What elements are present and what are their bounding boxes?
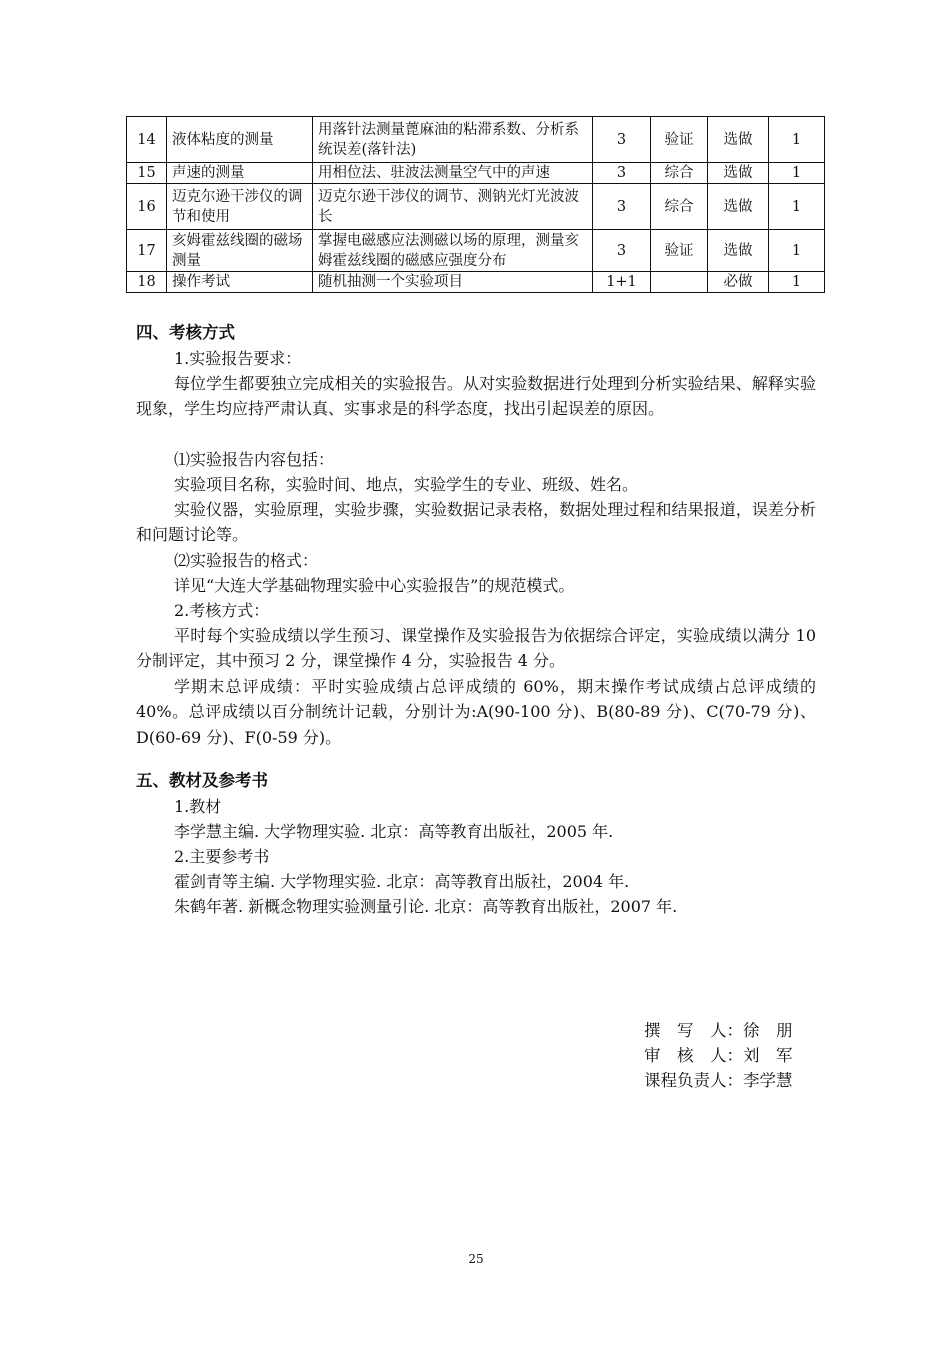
experiment-type: 综合: [651, 163, 708, 184]
experiment-hours: 3: [593, 230, 651, 272]
experiment-groups: 1: [769, 272, 825, 293]
row-number: 16: [127, 184, 167, 230]
experiment-type: [651, 272, 708, 293]
experiment-type: 验证: [651, 230, 708, 272]
paragraph-usual-grades: 平时每个实验成绩以学生预习、课堂操作及实验报告为依据综合评定，实验成绩以满分 10 分制评定，其中预习 2 分，课堂操作 4 分，实验报告 4 分。: [136, 626, 816, 671]
experiment-content: 用相位法、驻波法测量空气中的声速: [313, 163, 593, 184]
reference-entry: 朱鹤年著. 新概念物理实验测量引论. 北京：高等教育出版社，2007 年.: [174, 897, 678, 916]
experiment-content: 迈克尔逊干涉仪的调节、测钠光灯光波波长: [313, 184, 593, 230]
reference-entry: 霍剑青等主编. 大学物理实验. 北京：高等教育出版社，2004 年.: [174, 872, 630, 891]
experiment-content: 掌握电磁感应法测磁以场的原理，测量亥姆霍兹线圈的磁感应强度分布: [313, 230, 593, 272]
paragraph-report-overview: 每位学生都要独立完成相关的实验报告。从对实验数据进行处理到分析实验结果、解释实验现象，学生均应持严肃认真、实事求是的科学态度，找出引起误差的原因。: [136, 374, 816, 419]
experiment-hours: 3: [593, 184, 651, 230]
subheading-references: 2.主要参考书: [174, 847, 270, 866]
paragraph-report-sections: 实验仪器，实验原理，实验步骤，实验数据记录表格，数据处理过程和结果报道，误差分析和问题讨论等。: [136, 500, 816, 545]
experiment-requirement: 选做: [708, 230, 769, 272]
paragraph-report-info: 实验项目名称，实验时间、地点，实验学生的专业、班级、姓名。: [174, 475, 639, 494]
experiment-hours: 3: [593, 117, 651, 163]
section-heading-textbooks: 五、教材及参考书: [136, 771, 268, 790]
experiment-groups: 1: [769, 163, 825, 184]
table-row: [127, 272, 825, 293]
experiment-name: 声速的测量: [167, 163, 313, 184]
table-row: [127, 230, 825, 272]
experiment-type: 验证: [651, 117, 708, 163]
experiment-groups: 1: [769, 184, 825, 230]
row-number: 17: [127, 230, 167, 272]
list-item-report-format: ⑵实验报告的格式：: [174, 551, 319, 570]
experiment-groups: 1: [769, 117, 825, 163]
row-number: 18: [127, 272, 167, 293]
experiment-name: 亥姆霍兹线圈的磁场测量: [167, 230, 313, 272]
experiment-requirement: 选做: [708, 117, 769, 163]
row-number: 15: [127, 163, 167, 184]
experiment-content: 用落针法测量蓖麻油的粘滞系数、分析系统误差(落针法): [313, 117, 593, 163]
experiment-name: 操作考试: [167, 272, 313, 293]
signature-course-leader: 课程负责人：李学慧: [644, 1071, 793, 1090]
experiment-groups: 1: [769, 230, 825, 272]
experiment-requirement: 必做: [708, 272, 769, 293]
page-number: 25: [468, 1252, 484, 1266]
subheading-assessment-method: 2.考核方式：: [174, 601, 270, 620]
table-row: [127, 163, 825, 184]
table-row: [127, 184, 825, 230]
experiment-requirement: 选做: [708, 163, 769, 184]
list-item-report-contents: ⑴实验报告内容包括：: [174, 450, 335, 469]
experiment-hours: 3: [593, 163, 651, 184]
subheading-textbook: 1.教材: [174, 797, 222, 816]
experiment-content: 随机抽测一个实验项目: [313, 272, 593, 293]
experiment-table: [126, 116, 825, 293]
paragraph-report-format: 详见“大连大学基础物理实验中心实验报告”的规范模式。: [174, 576, 575, 595]
signature-reviewer: 审 核 人：刘 军: [644, 1046, 793, 1065]
subheading-report-requirements: 1.实验报告要求：: [174, 349, 302, 368]
paragraph-final-grades: 学期末总评成绩：平时实验成绩占总评成绩的 60%，期末操作考试成绩占总评成绩的 40%。总评成绩以百分制统计记载，分别计为:A(90-100 分)、B(80-89 分)、C(70-79 分)、D(60-69 分)、F(0-59 分)。: [136, 677, 816, 747]
experiment-type: 综合: [651, 184, 708, 230]
signature-writer: 撰 写 人：徐 朋: [644, 1021, 793, 1040]
table-row: [127, 117, 825, 163]
experiment-name: 液体粘度的测量: [167, 117, 313, 163]
row-number: 14: [127, 117, 167, 163]
experiment-name: 迈克尔逊干涉仪的调节和使用: [167, 184, 313, 230]
section-heading-assessment: 四、考核方式: [136, 323, 235, 342]
experiment-hours: 1+1: [593, 272, 651, 293]
textbook-entry: 李学慧主编. 大学物理实验. 北京：高等教育出版社，2005 年.: [174, 822, 614, 841]
experiment-requirement: 选做: [708, 184, 769, 230]
